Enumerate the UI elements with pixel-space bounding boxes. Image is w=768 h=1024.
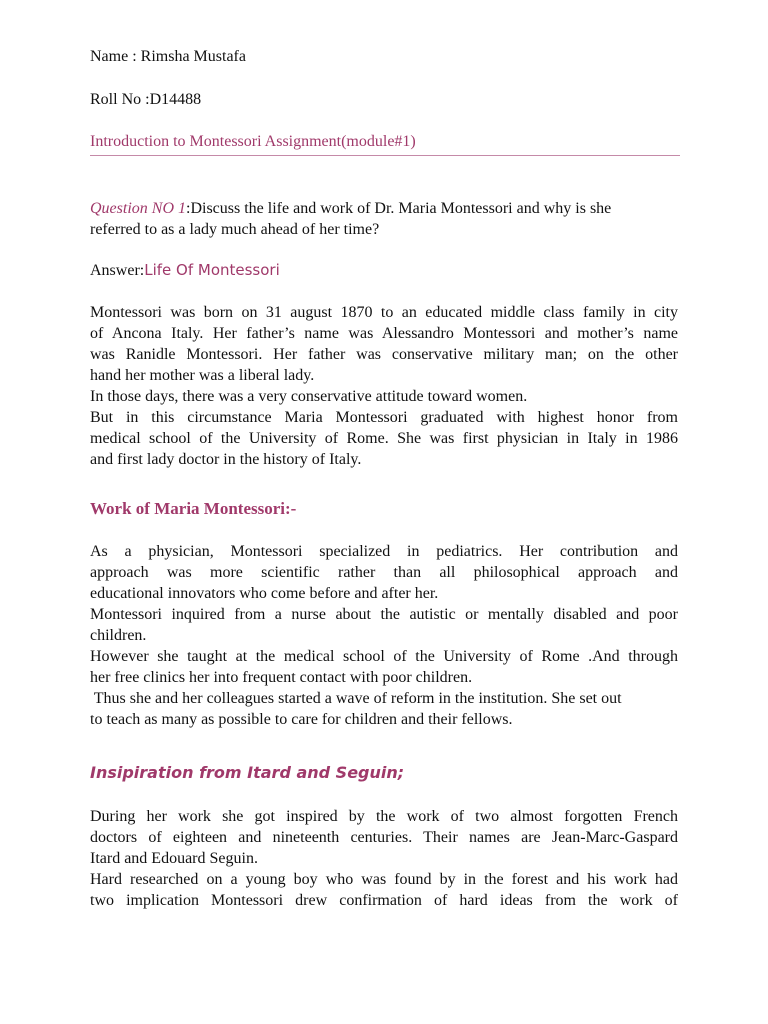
- para3-line: During her work she got inspired by the work of two almost forgotten French: [90, 808, 678, 825]
- question-text-1: :Discuss the life and work of Dr. Maria Montessori and why is she: [186, 200, 612, 217]
- title-divider: [90, 155, 680, 156]
- inspiration-heading: Insipiration from Itard and Seguin;: [90, 763, 405, 782]
- para1-line: hand her mother was a liberal lady.: [90, 367, 315, 384]
- work-heading: Work of Maria Montessori:-: [90, 499, 297, 518]
- roll-number: Roll No :D14488: [90, 91, 202, 108]
- para1-line: of Ancona Italy. Her father’s name was Alessandro Montessori and mother’s name: [90, 325, 678, 342]
- para1-line: Montessori was born on 31 august 1870 to an educated middle class family in city: [90, 304, 678, 321]
- question-line-1: [90, 198, 678, 219]
- para2-line: approach was more scientific rather than all philosophical approach and: [90, 564, 678, 581]
- para3-line: doctors of eighteen and nineteenth centuries. Their names are Jean-Marc-Gaspard: [90, 829, 678, 846]
- para2-line: However she taught at the medical school of the University of Rome .And through: [90, 648, 678, 665]
- para2-line: As a physician, Montessori specialized in pediatrics. Her contribution and: [90, 543, 678, 560]
- answer-heading: Life Of Montessori: [144, 261, 280, 279]
- question-label: Question NO 1: [90, 200, 186, 217]
- para2-line: her free clinics her into frequent contact with poor children.: [90, 669, 473, 686]
- para2-line: to teach as many as possible to care for children and their fellows.: [90, 711, 513, 728]
- answer-line: [90, 260, 678, 281]
- para1-line: and first lady doctor in the history of Italy.: [90, 451, 362, 468]
- para3-line: two implication Montessori drew confirmation of hard ideas from the work of: [90, 892, 678, 909]
- para1-line: But in this circumstance Maria Montessori graduated with highest honor from: [90, 409, 678, 426]
- para2-line: Montessori inquired from a nurse about the autistic or mentally disabled and poor: [90, 606, 678, 623]
- para3-line: Itard and Edouard Seguin.: [90, 850, 258, 867]
- answer-label: Answer:: [90, 262, 145, 279]
- para2-line: educational innovators who come before and after her.: [90, 585, 439, 602]
- para3-line: Hard researched on a young boy who was found by in the forest and his work had: [90, 871, 678, 888]
- student-name: Name : Rimsha Mustafa: [90, 48, 246, 65]
- para2-line: Thus she and her colleagues started a wave of reform in the institution. She set out: [90, 690, 622, 707]
- para1-line: medical school of the University of Rome. She was first physician in Italy in 1986: [90, 430, 678, 447]
- assignment-title: Introduction to Montessori Assignment(module#1): [90, 133, 416, 150]
- para1-line: In those days, there was a very conservative attitude toward women.: [90, 388, 528, 405]
- question-line-2: referred to as a lady much ahead of her time?: [90, 221, 380, 238]
- para1-line: was Ranidle Montessori. Her father was conservative military man; on the other: [90, 346, 678, 363]
- para2-line: children.: [90, 627, 147, 644]
